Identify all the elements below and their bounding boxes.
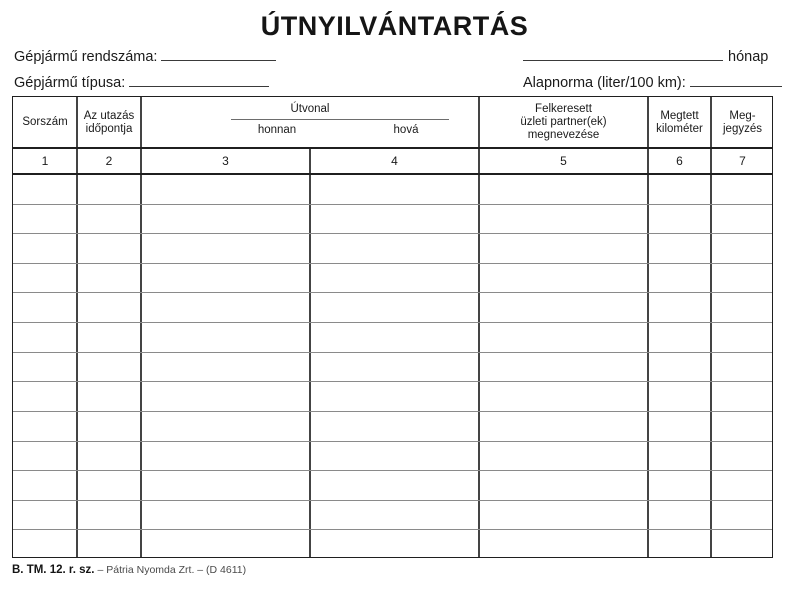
table-cell[interactable] <box>77 352 141 382</box>
column-group-header-utvonal-label: Útvonal <box>290 103 330 115</box>
travel-log-table <box>12 96 773 558</box>
column-header-uzleti-partner-line-1: Felkeresett <box>535 103 592 115</box>
footer-printer: – Pátria Nyomda Zrt. – (D 4611) <box>97 564 247 576</box>
column-header-megjegyzes-line-2: jegyzés <box>723 122 762 135</box>
footer-form-code: B. TM. 12. r. sz. <box>12 564 95 576</box>
column-header-sorszam-line-1: Sorszám <box>22 116 68 128</box>
field-vehicle-plate[interactable] <box>14 46 276 68</box>
table-cell[interactable] <box>648 411 711 441</box>
table-cell[interactable] <box>310 233 479 263</box>
table-cell[interactable] <box>711 174 774 204</box>
table-cell[interactable] <box>13 500 77 530</box>
table-cell[interactable] <box>479 411 648 441</box>
utvonal-divider-rule <box>231 119 449 120</box>
table-cell[interactable] <box>711 441 774 471</box>
table-cell[interactable] <box>77 204 141 234</box>
table-cell[interactable] <box>141 322 310 352</box>
table-cell[interactable] <box>711 292 774 322</box>
column-header-megtett-kilometer <box>648 97 711 148</box>
table-cell[interactable] <box>648 352 711 382</box>
table-cell[interactable] <box>310 263 479 293</box>
table-cell[interactable] <box>310 174 479 204</box>
table-cell[interactable] <box>141 441 310 471</box>
field-month-label: hónap <box>728 49 769 65</box>
column-header-idopontja-line-2: időpontja <box>85 122 133 135</box>
table-cell[interactable] <box>648 529 711 559</box>
table-cell[interactable] <box>13 381 77 411</box>
column-header-idopontja <box>77 97 141 148</box>
table-cell[interactable] <box>711 470 774 500</box>
table-cell[interactable] <box>310 352 479 382</box>
footer-imprint <box>12 563 246 577</box>
table-cell[interactable] <box>310 529 479 559</box>
field-vehicle-type[interactable] <box>14 72 269 94</box>
table-cell[interactable] <box>479 500 648 530</box>
table-cell[interactable] <box>711 381 774 411</box>
column-header-idopontja-line-1: Az utazás <box>83 109 135 122</box>
table-cell[interactable] <box>648 381 711 411</box>
table-cell[interactable] <box>141 529 310 559</box>
table-cell[interactable] <box>13 204 77 234</box>
column-header-megjegyzes <box>711 97 774 148</box>
column-number-4: 4 <box>391 154 398 168</box>
table-cell[interactable] <box>711 204 774 234</box>
table-cell[interactable] <box>141 352 310 382</box>
table-cell[interactable] <box>77 470 141 500</box>
table-cell[interactable] <box>141 292 310 322</box>
field-vehicle-plate-input[interactable] <box>161 46 276 61</box>
table-cell[interactable] <box>711 352 774 382</box>
table-cell[interactable] <box>711 322 774 352</box>
table-cell[interactable] <box>141 381 310 411</box>
table-cell[interactable] <box>648 322 711 352</box>
table-grid <box>13 97 772 557</box>
column-number-7: 7 <box>739 154 746 168</box>
table-cell[interactable] <box>711 411 774 441</box>
field-base-norm[interactable] <box>523 72 782 94</box>
table-cell[interactable] <box>13 263 77 293</box>
table-cell[interactable] <box>141 470 310 500</box>
table-cell[interactable] <box>13 322 77 352</box>
table-cell[interactable] <box>648 263 711 293</box>
table-cell[interactable] <box>648 500 711 530</box>
table-cell[interactable] <box>479 174 648 204</box>
table-cell[interactable] <box>310 381 479 411</box>
table-cell[interactable] <box>77 441 141 471</box>
column-number-6: 6 <box>676 154 683 168</box>
table-cell[interactable] <box>479 441 648 471</box>
table-cell[interactable] <box>711 529 774 559</box>
column-number-3: 3 <box>222 154 229 168</box>
column-number-1: 1 <box>41 154 49 168</box>
table-cell[interactable] <box>479 263 648 293</box>
table-cell[interactable] <box>77 233 141 263</box>
header-field-row-1 <box>0 46 789 68</box>
table-cell[interactable] <box>141 500 310 530</box>
table-cell[interactable] <box>479 529 648 559</box>
table-cell[interactable] <box>13 441 77 471</box>
column-header-sorszam <box>13 97 77 148</box>
table-cell[interactable] <box>711 233 774 263</box>
table-cell[interactable] <box>77 322 141 352</box>
table-cell[interactable] <box>648 233 711 263</box>
table-cell[interactable] <box>310 411 479 441</box>
field-vehicle-type-input[interactable] <box>129 72 269 87</box>
column-header-megjegyzes-line-1: Meg- <box>729 109 756 122</box>
field-base-norm-input[interactable] <box>690 72 782 87</box>
table-cell[interactable] <box>77 411 141 441</box>
column-header-uzleti-partner <box>479 97 648 148</box>
table-cell[interactable] <box>141 411 310 441</box>
table-cell[interactable] <box>77 263 141 293</box>
column-number-2: 2 <box>105 154 113 168</box>
column-group-header-utvonal <box>141 97 479 148</box>
table-cell[interactable] <box>310 441 479 471</box>
table-cell[interactable] <box>13 411 77 441</box>
table-cell[interactable] <box>13 470 77 500</box>
field-vehicle-plate-label: Gépjármű rendszáma: <box>14 49 158 65</box>
table-cell[interactable] <box>711 263 774 293</box>
table-cell[interactable] <box>141 204 310 234</box>
field-month[interactable] <box>523 46 768 68</box>
table-cell[interactable] <box>141 174 310 204</box>
table-cell[interactable] <box>479 470 648 500</box>
column-number-5: 5 <box>560 154 567 168</box>
column-header-megtett-kilometer-line-1: Megtett <box>660 109 699 122</box>
table-cell[interactable] <box>310 322 479 352</box>
table-cell[interactable] <box>310 292 479 322</box>
table-cell[interactable] <box>77 381 141 411</box>
table-cell[interactable] <box>310 470 479 500</box>
table-cell[interactable] <box>77 174 141 204</box>
column-header-uzleti-partner-line-3: megnevezése <box>527 129 600 141</box>
table-cell[interactable] <box>13 174 77 204</box>
table-cell[interactable] <box>13 352 77 382</box>
page-title: ÚTNYILVÁNTARTÁS <box>260 11 529 41</box>
table-cell[interactable] <box>479 292 648 322</box>
column-header-megtett-kilometer-line-2: kilométer <box>656 122 703 135</box>
column-header-hova: hová <box>393 124 419 136</box>
table-cell[interactable] <box>648 174 711 204</box>
table-cell[interactable] <box>77 529 141 559</box>
table-cell[interactable] <box>479 233 648 263</box>
table-cell[interactable] <box>141 233 310 263</box>
column-header-honnan: honnan <box>257 124 297 136</box>
table-cell[interactable] <box>310 204 479 234</box>
table-cell[interactable] <box>648 204 711 234</box>
field-month-input[interactable] <box>523 46 723 61</box>
table-cell[interactable] <box>648 292 711 322</box>
column-header-uzleti-partner-line-2: üzleti partner(ek) <box>520 116 607 128</box>
table-cell[interactable] <box>479 381 648 411</box>
table-cell[interactable] <box>648 441 711 471</box>
table-cell[interactable] <box>13 292 77 322</box>
table-cell[interactable] <box>648 470 711 500</box>
field-base-norm-label: Alapnorma (liter/100 km): <box>523 75 686 91</box>
table-cell[interactable] <box>77 500 141 530</box>
table-cell[interactable] <box>479 322 648 352</box>
header-field-row-2 <box>0 72 789 94</box>
field-vehicle-type-label: Gépjármű típusa: <box>14 75 126 91</box>
table-cell[interactable] <box>310 500 479 530</box>
table-cell[interactable] <box>77 292 141 322</box>
table-cell[interactable] <box>141 263 310 293</box>
table-cell[interactable] <box>479 352 648 382</box>
table-cell[interactable] <box>711 500 774 530</box>
table-cell[interactable] <box>479 204 648 234</box>
table-cell[interactable] <box>13 233 77 263</box>
table-cell[interactable] <box>13 529 77 559</box>
